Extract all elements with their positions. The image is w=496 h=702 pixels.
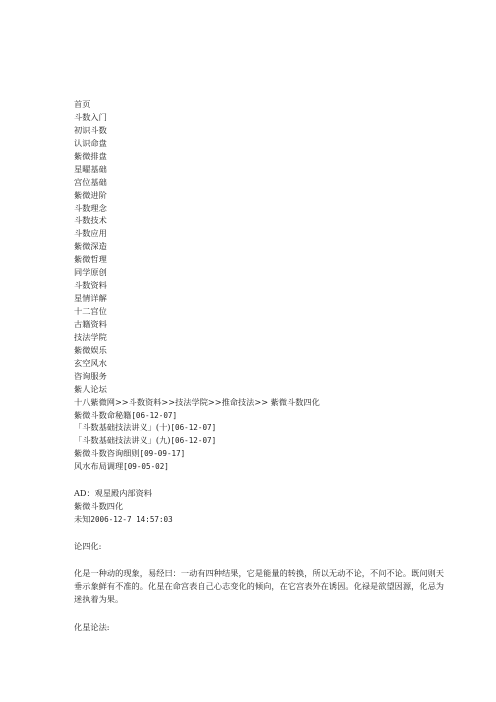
nav-item-forum[interactable]: 紫人论坛 (74, 383, 107, 394)
nav-item-techniques[interactable]: 斗数技术 (74, 215, 107, 226)
recent-article-link[interactable] (74, 447, 454, 460)
section-title-huaxing: 化星论法: (74, 621, 110, 632)
recent-article-title: 「斗数基础技法讲义」(九) (74, 435, 171, 446)
article-paragraph: 化是一种动的现象，易经曰：一动有四种结果，它是能量的转换，所以无动不论，不问不论。既问则天垂示象鲜有不准的。化星在命宫表自己心志变化的倾向，在它宫表外在诱因。化禄是欲望因源，化忌为迷执着为果。 (74, 567, 444, 604)
nav-item-resources[interactable]: 斗数资料 (74, 280, 107, 291)
recent-article-title: 风水布局调理 (74, 461, 124, 472)
page-content (74, 98, 454, 634)
nav-item-concepts[interactable]: 斗数理念 (74, 202, 107, 213)
recent-article-date: [06-12-07] (131, 410, 178, 420)
article-datetime: 2006-12-7 14:57:03 (90, 515, 173, 525)
recent-article-date: [06-12-07] (170, 423, 217, 433)
nav-item-palace-basics[interactable]: 宫位基础 (74, 176, 107, 187)
recent-article-link[interactable] (74, 434, 454, 447)
article-header (74, 487, 454, 526)
recent-article-link[interactable] (74, 460, 454, 473)
nav-item-consulting[interactable]: 咨询服务 (74, 370, 107, 381)
nav-item-deep-study[interactable]: 紫微深造 (74, 241, 107, 252)
nav-item-philosophy[interactable]: 紫微哲理 (74, 254, 107, 265)
nav-item-original-works[interactable]: 同学原创 (74, 267, 107, 278)
nav-item-advanced[interactable]: 紫微进阶 (74, 189, 107, 200)
recent-article-link[interactable] (74, 409, 454, 422)
recent-article-date: [09-09-17] (139, 449, 186, 459)
recent-article-link[interactable] (74, 421, 454, 434)
section-title-sihua: 论四化: (74, 541, 102, 551)
recent-articles (74, 409, 454, 474)
recent-article-title: 「斗数基础技法讲义」(十) (74, 422, 171, 433)
nav-item-fengshui[interactable]: 玄空风水 (74, 357, 107, 368)
article-title: 紫微斗数四化 (74, 501, 124, 512)
nav-menu (74, 98, 454, 396)
breadcrumb[interactable]: 十八紫微网>>斗数资料>>技法学院>>推命技法>> 紫微斗数四化 (74, 396, 320, 407)
recent-article-title: 紫微斗数咨询细则 (74, 448, 140, 459)
nav-item-intro[interactable]: 斗数入门 (74, 111, 107, 122)
nav-item-twelve-palaces[interactable]: 十二宫位 (74, 306, 107, 316)
nav-item-entertainment[interactable]: 紫微娱乐 (74, 344, 107, 355)
nav-item-first-look[interactable]: 初识斗数 (74, 124, 107, 135)
nav-item-applications[interactable]: 斗数应用 (74, 228, 107, 239)
nav-item-home[interactable]: 首页 (74, 99, 91, 109)
recent-article-date: [09-05-02] (123, 462, 169, 472)
nav-item-classics[interactable]: 古籍资料 (74, 318, 107, 329)
nav-item-star-basics[interactable]: 星曜基础 (74, 163, 107, 174)
recent-article-date: [06-12-07] (170, 436, 217, 446)
nav-item-technique-academy[interactable]: 技法学院 (74, 331, 107, 342)
nav-item-chart-basics[interactable]: 认识命盘 (74, 137, 107, 148)
nav-item-chart-layout[interactable]: 紫微排盘 (74, 150, 107, 161)
ad-line: AD：观星殿内部资料 (74, 488, 152, 499)
nav-item-star-details[interactable]: 星情详解 (74, 293, 107, 304)
article-meta (74, 513, 454, 526)
article-author: 未知 (74, 514, 91, 525)
recent-article-title: 紫微斗数命秘籍 (74, 409, 132, 420)
